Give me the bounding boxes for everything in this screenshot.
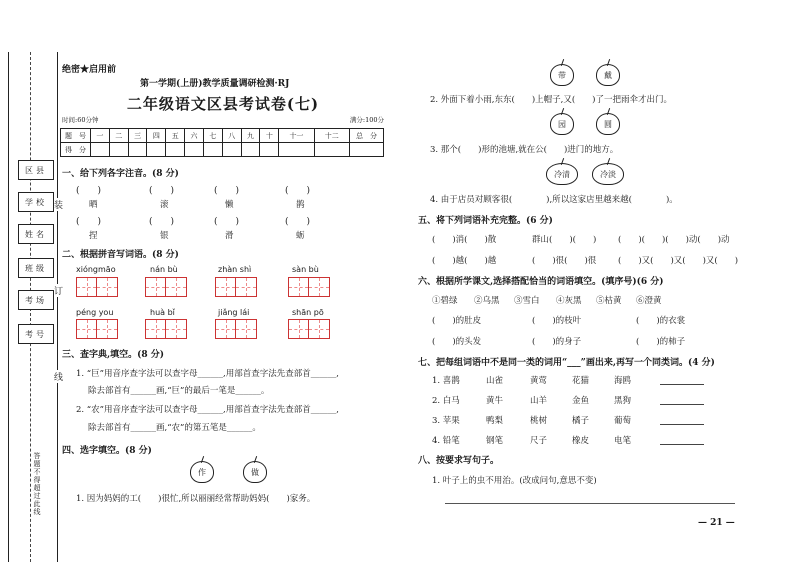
q5-item: ( )消( )散 bbox=[432, 235, 497, 245]
q7-answer-line[interactable] bbox=[660, 384, 704, 385]
q7-word[interactable]: 桃树 bbox=[530, 416, 548, 426]
q2-writing-grid[interactable] bbox=[288, 277, 330, 297]
score-table-header-row bbox=[61, 129, 384, 143]
q1-answer-blank[interactable]: ( ) bbox=[285, 217, 311, 227]
q5-item: ( )又( )又( )又( ) bbox=[618, 256, 739, 266]
score-cell[interactable] bbox=[91, 143, 110, 157]
score-header-cell: 八 bbox=[222, 129, 241, 143]
q1-answer-blank[interactable]: ( ) bbox=[149, 217, 175, 227]
q7-word[interactable]: 葡萄 bbox=[614, 416, 632, 426]
q7-word[interactable]: 山雀 bbox=[486, 376, 504, 386]
apple-choice-icon: 冷淡 bbox=[592, 163, 624, 185]
q7-title: 七、把每组词语中不是同一类的词用“___”画出来,再写一个同类词。(4 分) bbox=[418, 358, 715, 368]
q2-writing-grid[interactable] bbox=[76, 319, 118, 339]
q2-pinyin: shān pō bbox=[292, 308, 324, 317]
score-table bbox=[60, 128, 384, 157]
score-row-label: 得 分 bbox=[61, 143, 91, 157]
q2-pinyin: péng you bbox=[76, 308, 114, 317]
q7-answer-line[interactable] bbox=[660, 424, 704, 425]
score-cell[interactable] bbox=[203, 143, 222, 157]
q6-option: ③雪白 bbox=[514, 296, 540, 306]
binding-strip-fields bbox=[8, 52, 64, 562]
binding-note: 答题不得超过此线 bbox=[33, 452, 41, 516]
q7-answer-line[interactable] bbox=[660, 404, 704, 405]
q7-word[interactable]: 3. 苹果 bbox=[432, 416, 460, 426]
q2-pinyin: xióngmāo bbox=[76, 265, 116, 274]
q1-char: 滑 bbox=[225, 231, 234, 241]
score-cell[interactable] bbox=[147, 143, 166, 157]
q5-item: ( )( )( )动( )动 bbox=[618, 235, 730, 245]
q1-answer-blank[interactable]: ( ) bbox=[149, 186, 175, 196]
q2-writing-grid[interactable] bbox=[288, 319, 330, 339]
q2-pinyin: nán bù bbox=[150, 265, 178, 274]
q6-item: ( )的肚皮 bbox=[432, 316, 482, 326]
page-number: — 21 — bbox=[698, 518, 735, 528]
q7-word[interactable]: 1. 喜鹊 bbox=[432, 376, 460, 386]
score-header-cell: 一 bbox=[91, 129, 110, 143]
cut-char-ding: 订 bbox=[54, 284, 63, 297]
field-district: 区县 bbox=[18, 160, 54, 180]
q3-line-2a: 2. “农”用音序查字法可以查字母______,用部首查字法先查部首______, bbox=[76, 405, 339, 415]
q2-pinyin: zhàn shì bbox=[218, 265, 252, 274]
score-header-cell: 九 bbox=[241, 129, 260, 143]
score-header-cell: 六 bbox=[185, 129, 204, 143]
exam-subtitle: 第一学期(上册)教学质量调研检测·RJ bbox=[140, 79, 290, 89]
q7-word[interactable]: 黄莺 bbox=[530, 376, 548, 386]
score-table-score-row bbox=[61, 143, 384, 157]
q7-word[interactable]: 花猫 bbox=[572, 376, 590, 386]
q2-writing-grid[interactable] bbox=[145, 319, 187, 339]
score-cell[interactable] bbox=[241, 143, 260, 157]
apple-choice-icon: 作 bbox=[190, 461, 214, 483]
q1-char: 银 bbox=[160, 231, 169, 241]
q6-item: ( )的柿子 bbox=[636, 337, 686, 347]
score-header-cell: 十 bbox=[260, 129, 279, 143]
q6-item: ( )的枝叶 bbox=[532, 316, 582, 326]
apple-choice-icon: 园 bbox=[550, 113, 574, 135]
q1-char: 蛎 bbox=[296, 231, 305, 241]
score-cell[interactable] bbox=[222, 143, 241, 157]
q2-writing-grid[interactable] bbox=[215, 277, 257, 297]
score-cell[interactable] bbox=[109, 143, 128, 157]
q6-title: 六、根据所学课文,选择搭配恰当的词语填空。(填序号)(6 分) bbox=[418, 277, 664, 287]
cut-char-xian: 线 bbox=[54, 370, 63, 383]
q1-answer-blank[interactable]: ( ) bbox=[285, 186, 311, 196]
q5-item: 群山( )( ) bbox=[532, 235, 597, 245]
apple-choice-icon: 冷清 bbox=[546, 163, 578, 185]
q1-char: 懒 bbox=[225, 200, 234, 210]
score-cell[interactable] bbox=[314, 143, 349, 157]
q2-pinyin: jiǎng lái bbox=[218, 308, 250, 317]
field-name: 姓名 bbox=[18, 224, 54, 244]
cut-char-zhuang: 装 bbox=[54, 198, 63, 211]
field-exam-room: 考场 bbox=[18, 290, 54, 310]
q6-option: ⑥澄黄 bbox=[636, 296, 662, 306]
score-cell[interactable] bbox=[128, 143, 147, 157]
field-exam-number: 考号 bbox=[18, 324, 54, 344]
q7-word[interactable]: 鸭梨 bbox=[486, 416, 504, 426]
q2-pinyin: huà bǐ bbox=[150, 308, 175, 317]
q7-word[interactable]: 金鱼 bbox=[572, 396, 590, 406]
q3-line-1a: 1. “巨”用音序查字法可以查字母______,用部首查字法先查部首______, bbox=[76, 369, 339, 379]
exam-title: 二年级语文区县考试卷(七) bbox=[126, 95, 320, 113]
q2-pinyin: sàn bù bbox=[292, 265, 319, 274]
q7-word[interactable]: 尺子 bbox=[530, 436, 548, 446]
score-cell[interactable] bbox=[350, 143, 384, 157]
q1-char: 晒 bbox=[89, 200, 98, 210]
score-header-cell: 十一 bbox=[279, 129, 314, 143]
q5-item: ( )很( )很 bbox=[532, 256, 597, 266]
q7-word[interactable]: 4. 铅笔 bbox=[432, 436, 460, 446]
score-header-cell: 二 bbox=[109, 129, 128, 143]
q6-item: ( )的头发 bbox=[432, 337, 482, 347]
q7-answer-line[interactable] bbox=[660, 444, 704, 445]
score-cell[interactable] bbox=[166, 143, 185, 157]
q7-word[interactable]: 2. 白马 bbox=[432, 396, 460, 406]
q4-line-2: 2. 外面下着小雨,东东( )上帽子,又( )了一把雨伞才出门。 bbox=[430, 95, 672, 105]
confidential-label: 绝密★启用前 bbox=[62, 65, 117, 75]
q6-option: ⑤枯黄 bbox=[596, 296, 622, 306]
score-header-cell: 十二 bbox=[314, 129, 349, 143]
q1-answer-blank[interactable]: ( ) bbox=[214, 217, 240, 227]
score-cell[interactable] bbox=[279, 143, 314, 157]
q1-answer-blank[interactable]: ( ) bbox=[214, 186, 240, 196]
q1-char: 捏 bbox=[89, 231, 98, 241]
q7-word[interactable]: 黑狗 bbox=[614, 396, 632, 406]
score-header-cell: 四 bbox=[147, 129, 166, 143]
q5-title: 五、将下列词语补充完整。(6 分) bbox=[418, 216, 553, 226]
time-limit: 时间:60分钟 bbox=[62, 116, 99, 124]
q2-title: 二、根据拼音写词语。(8 分) bbox=[62, 250, 179, 260]
q1-char: 滚 bbox=[160, 200, 169, 210]
apple-choice-icon: 圆 bbox=[596, 113, 620, 135]
score-header-cell: 总 分 bbox=[350, 129, 384, 143]
score-header-cell: 七 bbox=[203, 129, 222, 143]
q6-option: ②乌黑 bbox=[474, 296, 500, 306]
q8-line-1: 1. 叶子上的虫不用治。(改成问句,意思不变) bbox=[432, 476, 597, 486]
q5-item: ( )越( )越 bbox=[432, 256, 497, 266]
q1-title: 一、给下列各字注音。(8 分) bbox=[62, 169, 179, 179]
score-cell[interactable] bbox=[260, 143, 279, 157]
q6-option: ①碧绿 bbox=[432, 296, 458, 306]
q4-line-1: 1. 因为妈妈的工( )很忙,所以丽丽经常帮助妈妈( )家务。 bbox=[76, 494, 316, 504]
q7-word[interactable]: 橡皮 bbox=[572, 436, 590, 446]
field-school: 学校 bbox=[18, 192, 54, 212]
q7-word[interactable]: 黄牛 bbox=[486, 396, 504, 406]
q3-title: 三、查字典,填空。(8 分) bbox=[62, 350, 165, 360]
q7-word[interactable]: 山羊 bbox=[530, 396, 548, 406]
apple-choice-icon: 做 bbox=[243, 461, 267, 483]
q1-answer-blank[interactable]: ( ) bbox=[76, 186, 102, 196]
score-header-cell: 三 bbox=[128, 129, 147, 143]
q4-line-4: 4. 由于店员对顾客很( ),所以这家店里越来越( )。 bbox=[430, 195, 678, 205]
q2-writing-grid[interactable] bbox=[76, 277, 118, 297]
q7-word[interactable]: 海鸥 bbox=[614, 376, 632, 386]
q7-word[interactable]: 钢笔 bbox=[486, 436, 504, 446]
q1-answer-blank[interactable]: ( ) bbox=[76, 217, 102, 227]
q1-char: 鹊 bbox=[296, 200, 305, 210]
q8-title: 八、按要求写句子。 bbox=[418, 456, 500, 466]
q2-writing-grid[interactable] bbox=[145, 277, 187, 297]
q7-word[interactable]: 橘子 bbox=[572, 416, 590, 426]
q2-writing-grid[interactable] bbox=[215, 319, 257, 339]
q6-option: ④灰黑 bbox=[556, 296, 582, 306]
q8-answer-line[interactable] bbox=[445, 503, 735, 504]
score-header-cell: 五 bbox=[166, 129, 185, 143]
full-score: 满分:100分 bbox=[349, 116, 384, 124]
q3-line-1b: 除去部首有______画,“巨”的最后一笔是______。 bbox=[88, 386, 270, 396]
q6-item: ( )的身子 bbox=[532, 337, 582, 347]
q6-item: ( )的衣裳 bbox=[636, 316, 686, 326]
apple-choice-icon: 戴 bbox=[596, 64, 620, 86]
q3-line-2b: 除去部首有______画,“农”的第五笔是______。 bbox=[88, 423, 261, 433]
field-class: 班级 bbox=[18, 258, 54, 278]
apple-choice-icon: 带 bbox=[550, 64, 574, 86]
score-cell[interactable] bbox=[185, 143, 204, 157]
q4-title: 四、选字填空。(8 分) bbox=[62, 446, 152, 456]
q4-line-3: 3. 那个( )形的池塘,就在公( )进门的地方。 bbox=[430, 145, 619, 155]
q7-word[interactable]: 电笔 bbox=[614, 436, 632, 446]
score-header-cell: 题 号 bbox=[61, 129, 91, 143]
